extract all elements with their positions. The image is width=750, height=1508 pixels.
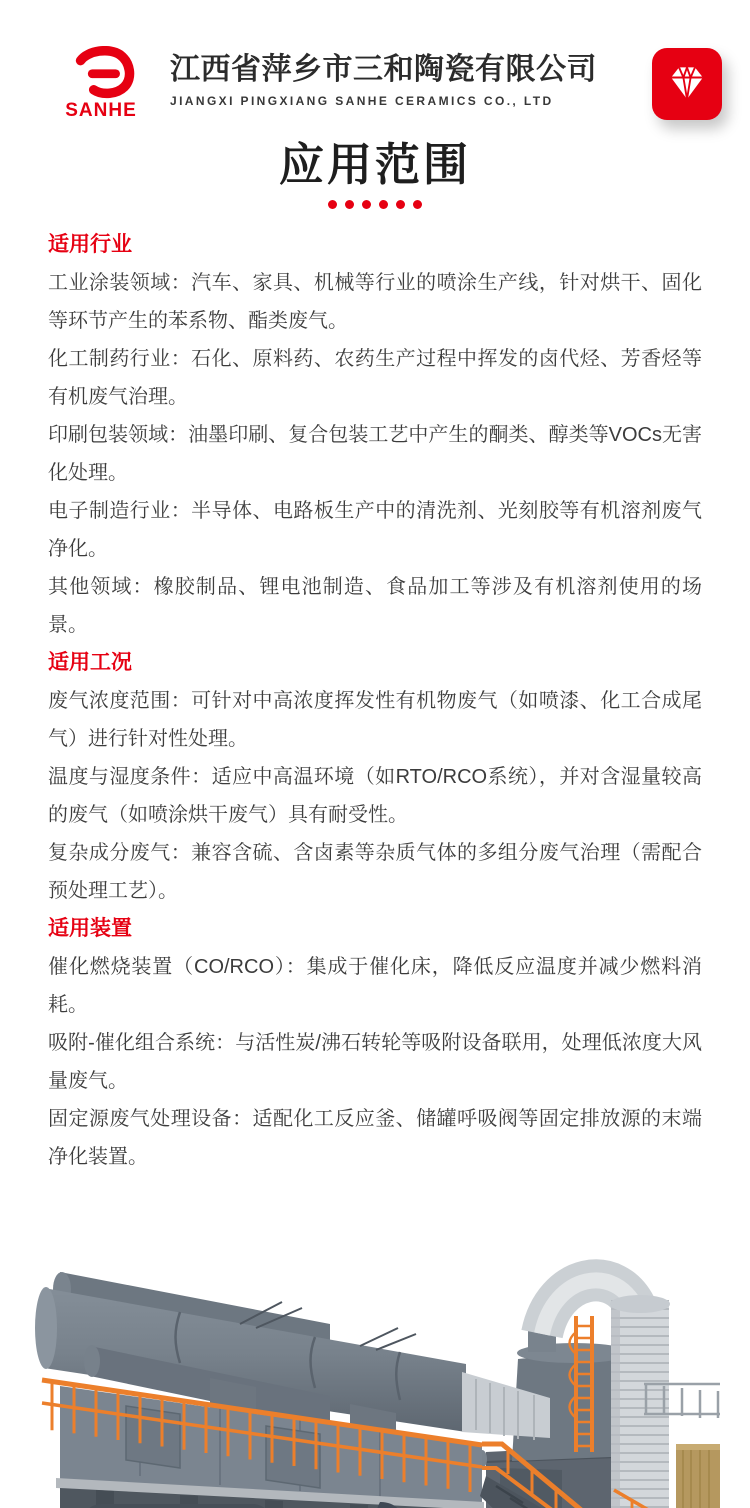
title-dot bbox=[413, 200, 422, 209]
content-sections bbox=[48, 226, 702, 1176]
section-paragraph: 废气浓度范围：可针对中高浓度挥发性有机物废气（如喷漆、化工合成尾气）进行针对性处理。 bbox=[48, 689, 702, 750]
page-title: 应用范围 bbox=[278, 139, 471, 190]
company-name-cn: 江西省萍乡市三和陶瓷有限公司 bbox=[170, 53, 597, 86]
header bbox=[0, 0, 750, 120]
section-paragraph: 工业涂装领域：汽车、家具、机械等行业的喷涂生产线，针对烘干、固化等环节产生的苯系物、酯类废气。 bbox=[48, 271, 702, 332]
company-name-en: JIANGXI PINGXIANG SANHE CERAMICS CO., LTD bbox=[170, 94, 554, 108]
diamond-badge bbox=[652, 48, 722, 120]
section-paragraph: 吸附-催化组合系统：与活性炭/沸石转轮等吸附设备联用，处理低浓度大风量废气。 bbox=[48, 1031, 702, 1092]
company-names bbox=[170, 46, 597, 108]
section-paragraph: 印刷包装领域：油墨印刷、复合包装工艺中产生的酮类、醇类等VOCs无害化处理。 bbox=[48, 423, 702, 484]
title-dot bbox=[362, 200, 371, 209]
section-paragraph: 复杂成分废气：兼容含硫、含卤素等杂质气体的多组分废气治理（需配合预处理工艺）。 bbox=[48, 841, 702, 902]
section-paragraph: 催化燃烧装置（CO/RCO）：集成于催化床，降低反应温度并减少燃料消耗。 bbox=[48, 955, 702, 1016]
company-logo bbox=[40, 46, 162, 120]
section-heading: 适用装置 bbox=[48, 916, 132, 940]
title-dot bbox=[345, 200, 354, 209]
section-paragraph: 固定源废气处理设备：适配化工反应釜、储罐呼吸阀等固定排放源的末端净化装置。 bbox=[48, 1107, 702, 1168]
title-dots bbox=[0, 200, 750, 209]
equipment-photo bbox=[30, 1238, 720, 1508]
sanhe-ring-icon bbox=[64, 46, 138, 100]
diamond-icon bbox=[661, 58, 713, 110]
section-paragraph: 电子制造行业：半导体、电路板生产中的清洗剂、光刻胶等有机溶剂废气净化。 bbox=[48, 499, 702, 560]
logo-text: SANHE bbox=[65, 100, 137, 121]
section-paragraph: 其他领域：橡胶制品、锂电池制造、食品加工等涉及有机溶剂使用的场景。 bbox=[48, 575, 702, 636]
title-block bbox=[0, 140, 750, 209]
section-paragraph: 化工制药行业：石化、原料药、农药生产过程中挥发的卤代烃、芳香烃等有机废气治理。 bbox=[48, 347, 702, 408]
section-heading: 适用行业 bbox=[48, 232, 132, 256]
section-paragraph: 温度与湿度条件：适应中高温环境（如RTO/RCO系统），并对含湿量较高的废气（如喷涂烘干废气）具有耐受性。 bbox=[48, 765, 702, 826]
section-heading: 适用工况 bbox=[48, 650, 132, 674]
title-dot bbox=[328, 200, 337, 209]
title-dot bbox=[396, 200, 405, 209]
title-dot bbox=[379, 200, 388, 209]
